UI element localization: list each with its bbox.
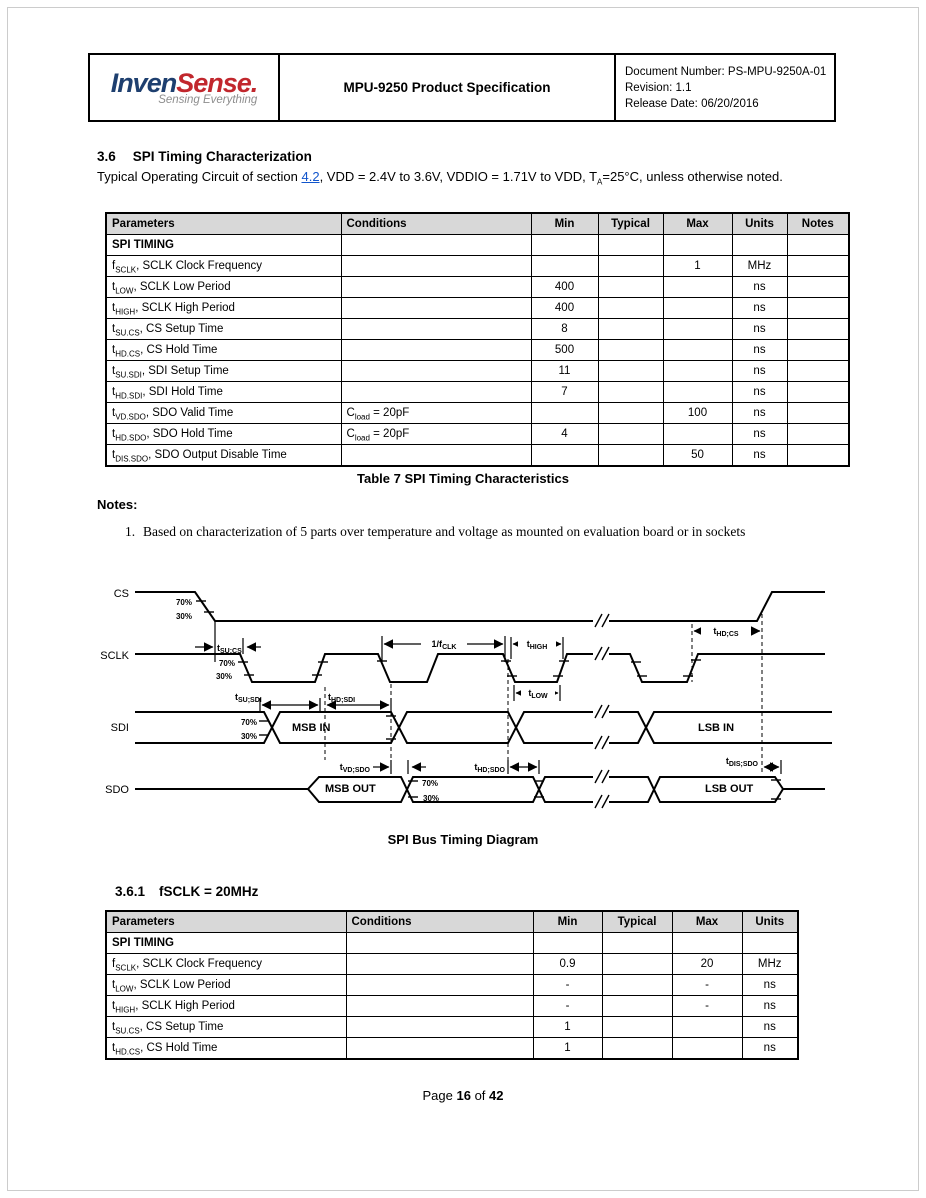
min-cell: 1 (533, 1038, 602, 1060)
parameter-cell: $t_{HD.SDO}$, SDO Hold Time (106, 424, 341, 445)
table-row (106, 361, 849, 382)
subsection-number: 3.6.1 (115, 884, 146, 899)
msb-in-label: MSB IN (292, 722, 331, 734)
sclk-waveform (135, 654, 825, 682)
units-cell: ns (732, 424, 787, 445)
notes-cell (787, 319, 849, 340)
min-cell: 11 (531, 361, 598, 382)
parameter-cell: $t_{HIGH}$, SCLK High Period (106, 298, 341, 319)
min-cell: - (533, 975, 602, 996)
spi-timing-20mhz-table (105, 910, 799, 1060)
sclk-70pct-label: 70% (218, 659, 235, 668)
units-cell: ns (732, 361, 787, 382)
cs-70pct-label: 70% (175, 598, 192, 607)
col-conditions: Conditions (346, 911, 533, 933)
sdo-70pct-label: 70% (422, 779, 439, 788)
units-cell: ns (732, 382, 787, 403)
conditions-cell (341, 340, 531, 361)
notes-cell (787, 277, 849, 298)
document-meta (616, 55, 834, 120)
units-cell: MHz (732, 256, 787, 277)
table-row (106, 445, 849, 467)
invensense-logo (110, 67, 258, 106)
table-header-row (106, 911, 798, 933)
min-cell: 7 (531, 382, 598, 403)
section-number: 3.6 (97, 149, 116, 164)
signal-label-cs: CS (113, 588, 129, 600)
section-4-2-link[interactable]: 4.2 (301, 169, 320, 184)
section-label-cell: SPI TIMING (106, 235, 341, 256)
units-cell: MHz (742, 954, 798, 975)
max-cell (672, 1017, 742, 1038)
table-row (106, 256, 849, 277)
max-cell: - (672, 975, 742, 996)
table-row (106, 975, 798, 996)
typical-cell (602, 975, 672, 996)
note-text: Based on characterization of 5 parts over temperature and voltage as mounted on evaluation board or in sockets (143, 524, 746, 539)
typical-cell (598, 424, 663, 445)
spi-timing-table (105, 212, 850, 467)
typical-cell (602, 954, 672, 975)
typical-cell (598, 403, 663, 424)
tsu-sdi-label: $t_{SU;SDI}$ (235, 692, 262, 704)
typical-cell (598, 340, 663, 361)
cs-30pct-label: 30% (175, 612, 192, 621)
conditions-cell (346, 1017, 533, 1038)
table-row (106, 340, 849, 361)
typical-cell (598, 298, 663, 319)
table-row (106, 1038, 798, 1060)
typical-cell (602, 1038, 672, 1060)
table-section-row (106, 933, 798, 954)
parameter-cell: $t_{SU.CS}$, CS Setup Time (106, 1017, 346, 1038)
max-cell (663, 424, 732, 445)
spi-bus-timing-diagram (95, 574, 835, 819)
parameter-cell: $t_{HD.CS}$, CS Hold Time (106, 340, 341, 361)
notes-label: Notes: (97, 497, 138, 512)
table-row (106, 298, 849, 319)
max-cell: 50 (663, 445, 732, 467)
units-cell: ns (742, 975, 798, 996)
min-cell (531, 403, 598, 424)
max-cell (663, 319, 732, 340)
logo-tagline: Sensing Everything (158, 93, 258, 106)
signal-label-sdi: SDI (110, 722, 129, 734)
table-section-row (106, 235, 849, 256)
thd-sdo-label: $t_{HD;SDO}$ (474, 762, 505, 774)
document-release-date: Release Date: 06/20/2016 (625, 97, 759, 110)
conditions-cell (341, 382, 531, 403)
typical-cell (598, 319, 663, 340)
col-conditions: Conditions (341, 213, 531, 235)
typical-cell (598, 277, 663, 298)
units-cell: ns (742, 1038, 798, 1060)
signal-label-sdo: SDO (105, 784, 129, 796)
document-title: MPU-9250 Product Specification (280, 55, 616, 120)
conditions-cell (346, 975, 533, 996)
table-row (106, 277, 849, 298)
conditions-cell (341, 277, 531, 298)
notes-cell (787, 445, 849, 467)
units-cell: ns (732, 277, 787, 298)
typical-cell (598, 382, 663, 403)
table-row (106, 403, 849, 424)
col-units: Units (732, 213, 787, 235)
col-notes: Notes (787, 213, 849, 235)
units-cell: ns (732, 340, 787, 361)
parameter-cell: $t_{SU.CS}$, CS Setup Time (106, 319, 341, 340)
conditions-cell: $C_{load} = 20pF$ (341, 424, 531, 445)
col-max: Max (672, 911, 742, 933)
units-cell: ns (732, 298, 787, 319)
table-header-row (106, 213, 849, 235)
page-footer: Page 16 of 42 (422, 1088, 504, 1103)
logo-cell (90, 55, 280, 120)
max-cell (663, 382, 732, 403)
fclk-label: $1/f_{CLK}$ (431, 639, 457, 651)
parameter-cell: $t_{HD.CS}$, CS Hold Time (106, 1038, 346, 1060)
units-cell: ns (732, 445, 787, 467)
logo-wordmark: InvenSense. (110, 67, 258, 98)
max-cell: - (672, 996, 742, 1017)
conditions-cell (346, 1038, 533, 1060)
parameter-cell: $f_{SCLK}$, SCLK Clock Frequency (106, 256, 341, 277)
tsu-cs-label: $t_{SU;CS}$ (217, 643, 242, 655)
section-heading (97, 149, 312, 164)
parameter-cell: $t_{HD.SDI}$, SDI Hold Time (106, 382, 341, 403)
max-cell (663, 340, 732, 361)
conditions-cell (341, 361, 531, 382)
section-title: SPI Timing Characterization (132, 149, 312, 164)
lsb-out-label: LSB OUT (705, 783, 754, 795)
max-cell: 1 (663, 256, 732, 277)
table-row (106, 382, 849, 403)
typical-cell (602, 1017, 672, 1038)
conditions-cell (341, 319, 531, 340)
table-caption: Table 7 SPI Timing Characteristics (357, 471, 569, 486)
conditions-cell (341, 445, 531, 467)
col-typical: Typical (598, 213, 663, 235)
min-cell: 1 (533, 1017, 602, 1038)
thigh-label: $t_{HIGH}$ (526, 639, 548, 651)
intro-paragraph: Typical Operating Circuit of section 4.2, VDD = 2.4V to 3.6V, VDDIO = 1.71V to VDD, $T_A=25^\circ C$, unless otherwise noted. (97, 169, 783, 187)
diagram-caption: SPI Bus Timing Diagram (387, 832, 539, 847)
min-cell: 4 (531, 424, 598, 445)
lsb-in-label: LSB IN (698, 722, 735, 734)
conditions-cell (346, 954, 533, 975)
max-cell: 100 (663, 403, 732, 424)
page-total: 42 (489, 1088, 504, 1103)
col-parameters: Parameters (106, 213, 341, 235)
table-row (106, 996, 798, 1017)
col-min: Min (533, 911, 602, 933)
notes-cell (787, 424, 849, 445)
parameter-cell: $t_{LOW}$, SCLK Low Period (106, 975, 346, 996)
break-marks (593, 614, 609, 808)
parameter-cell: $t_{VD.SDO}$, SDO Valid Time (106, 403, 341, 424)
note-number: 1. (125, 524, 136, 539)
notes-cell (787, 382, 849, 403)
parameter-cell: $t_{SU.SDI}$, SDI Setup Time (106, 361, 341, 382)
page-number: 16 (456, 1088, 471, 1103)
tlow-label: $t_{LOW}$ (528, 688, 548, 700)
units-cell: ns (742, 1017, 798, 1038)
units-cell: ns (732, 403, 787, 424)
units-cell: ns (732, 319, 787, 340)
min-cell (531, 256, 598, 277)
table-row (106, 1017, 798, 1038)
signal-label-sclk: SCLK (100, 650, 129, 662)
conditions-cell (341, 256, 531, 277)
measurement-arrows (195, 631, 779, 767)
notes-cell (787, 298, 849, 319)
conditions-cell: $C_{load} = 20pF$ (341, 403, 531, 424)
tdis-sdo-label: $t_{DIS;SDO}$ (725, 756, 758, 768)
document-number: Document Number: PS-MPU-9250A-01 (625, 65, 827, 78)
msb-out-label: MSB OUT (325, 783, 376, 795)
notes-cell (787, 256, 849, 277)
max-cell (663, 277, 732, 298)
max-cell (672, 1038, 742, 1060)
parameter-cell: $t_{DIS.SDO}$, SDO Output Disable Time (106, 445, 341, 467)
document-header (88, 53, 836, 122)
document-revision: Revision: 1.1 (625, 81, 692, 94)
min-cell: 500 (531, 340, 598, 361)
section-label-cell: SPI TIMING (106, 933, 346, 954)
typical-cell (598, 445, 663, 467)
thd-sdi-label: $t_{HD;SDI}$ (328, 692, 356, 704)
min-cell: - (533, 996, 602, 1017)
typical-cell (598, 256, 663, 277)
notes-cell (787, 403, 849, 424)
min-cell: 400 (531, 298, 598, 319)
conditions-cell (346, 996, 533, 1017)
subsection-title: fSCLK = 20MHz (159, 884, 259, 899)
sclk-30pct-label: 30% (215, 672, 232, 681)
notes-cell (787, 340, 849, 361)
units-cell: ns (742, 996, 798, 1017)
cs-waveform (135, 592, 825, 621)
max-cell (663, 361, 732, 382)
col-typical: Typical (602, 911, 672, 933)
table-row (106, 954, 798, 975)
min-cell: 8 (531, 319, 598, 340)
col-max: Max (663, 213, 732, 235)
typical-cell (602, 996, 672, 1017)
parameter-cell: $t_{HIGH}$, SCLK High Period (106, 996, 346, 1017)
note-item (125, 524, 745, 540)
parameter-cell: $f_{SCLK}$, SCLK Clock Frequency (106, 954, 346, 975)
typical-cell (598, 361, 663, 382)
table-row (106, 319, 849, 340)
col-parameters: Parameters (106, 911, 346, 933)
sdo-30pct-label: 30% (423, 794, 440, 803)
sdi-70pct-label: 70% (240, 718, 257, 727)
min-cell: 0.9 (533, 954, 602, 975)
max-cell: 20 (672, 954, 742, 975)
max-cell (663, 298, 732, 319)
conditions-cell (341, 298, 531, 319)
notes-cell (787, 361, 849, 382)
tvd-sdo-label: $t_{VD;SDO}$ (339, 762, 370, 774)
col-min: Min (531, 213, 598, 235)
sdi-30pct-label: 30% (240, 732, 257, 741)
subsection-heading (115, 884, 258, 899)
thd-cs-label: $t_{HD;CS}$ (713, 626, 739, 638)
parameter-cell: $t_{LOW}$, SCLK Low Period (106, 277, 341, 298)
table-row (106, 424, 849, 445)
min-cell (531, 445, 598, 467)
col-units: Units (742, 911, 798, 933)
min-cell: 400 (531, 277, 598, 298)
